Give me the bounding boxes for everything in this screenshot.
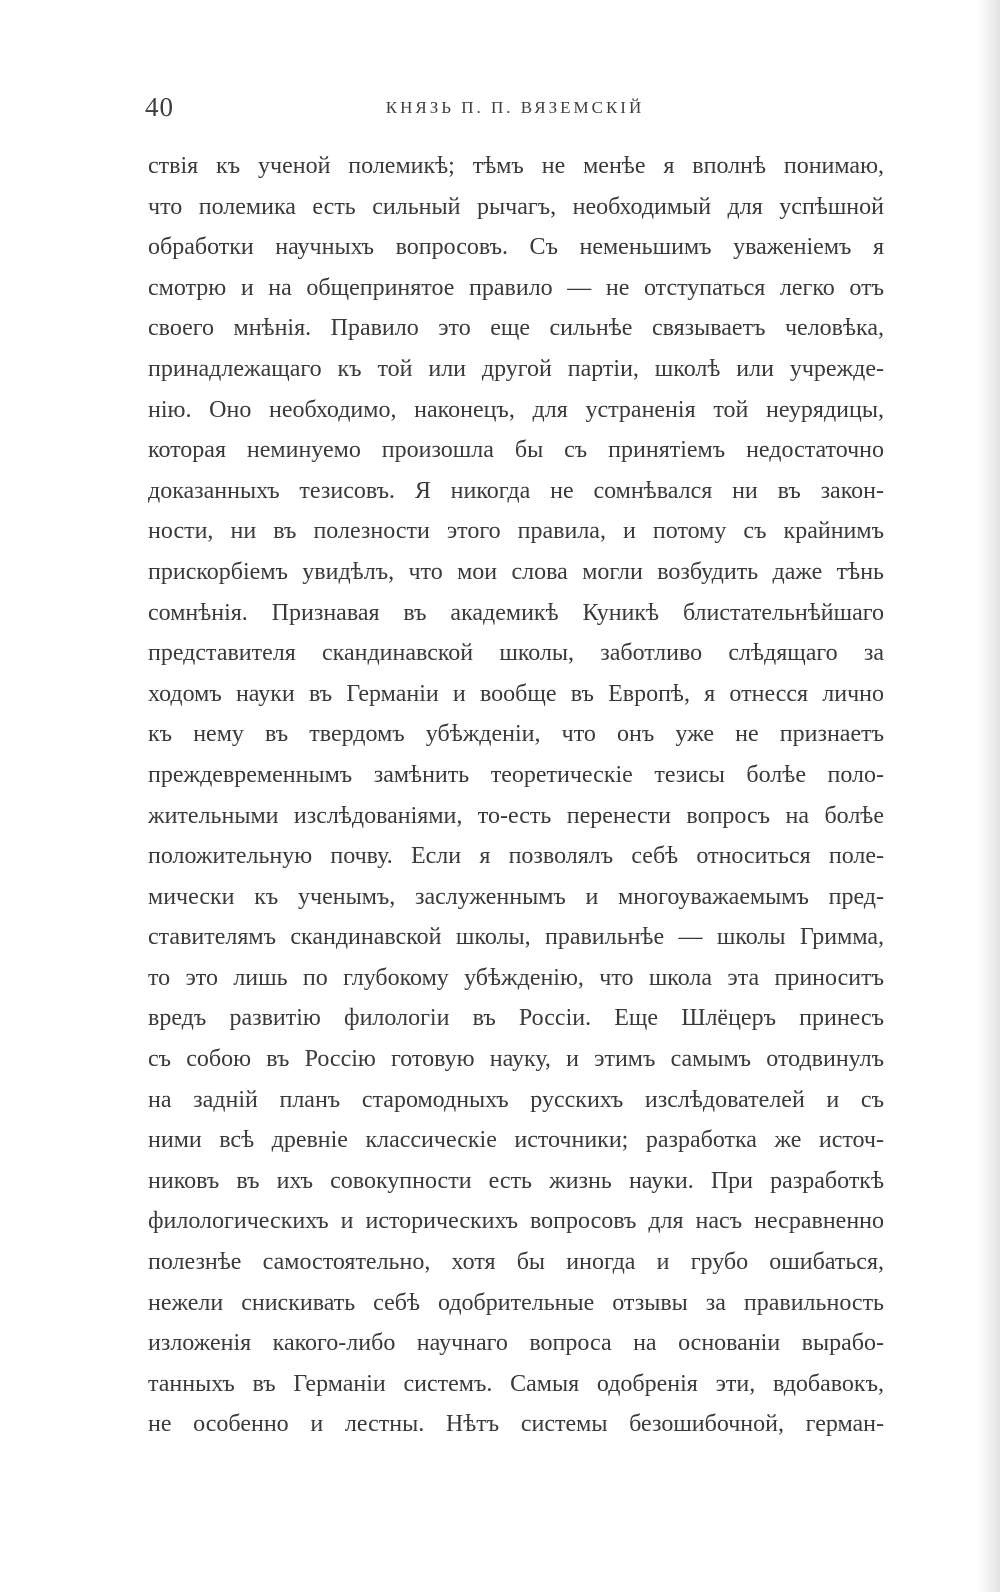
body-text [148,148,884,1447]
text-line: на задній планъ старомодныхъ русскихъ изслѣдователей и съ [148,1086,884,1113]
text-line: ходомъ науки въ Германіи и вообще въ Европѣ, я отнесся лично [148,680,884,707]
text-line: которая неминуемо произошла бы съ принятіемъ недостаточно [148,437,884,464]
text-line: преждевременнымъ замѣнить теоретическіе тезисы болѣе поло- [148,761,884,788]
text-line: что полемика есть сильный рычагъ, необходимый для успѣшной [148,193,884,220]
page-number: 40 [145,92,174,122]
text-line: ности, ни въ полезности этого правила, и потому съ крайнимъ [148,518,884,545]
text-line: смотрю и на общепринятое правило — не отступаться легко отъ [148,274,884,301]
text-line: мически къ ученымъ, заслуженнымъ и многоуважаемымъ пред- [148,883,884,910]
text-line: доказанныхъ тезисовъ. Я никогда не сомнѣвался ни въ закон- [148,477,884,504]
text-line: жительными изслѣдованіями, то-есть перенести вопросъ на болѣе [148,802,884,829]
text-line: полезнѣе самостоятельно, хотя бы иногда и грубо ошибаться, [148,1249,884,1276]
text-line: то это лишь по глубокому убѣжденію, что школа эта приноситъ [148,964,884,991]
text-line: принадлежащаго къ той или другой партіи, школѣ или учрежде- [148,355,884,382]
text-line: нію. Оно необходимо, наконецъ, для устраненія той неурядицы, [148,396,884,423]
text-line: филологическихъ и историческихъ вопросовъ для насъ несравненно [148,1208,884,1235]
text-line: ставителямъ скандинавской школы, правильнѣе — школы Гримма, [148,924,884,951]
text-line: не особенно и лестны. Нѣтъ системы безошибочной, герман- [148,1411,884,1438]
text-line: обработки научныхъ вопросовъ. Съ неменьшимъ уваженіемъ я [148,234,884,261]
text-line: представителя скандинавской школы, заботливо слѣдящаго за [148,640,884,667]
text-line: ствія къ ученой полемикѣ; тѣмъ не менѣе я вполнѣ понимаю, [148,153,884,179]
text-line: вредъ развитію филологіи въ Россіи. Еще Шлёцеръ принесъ [148,1005,884,1032]
text-line: къ нему въ твердомъ убѣжденіи, что онъ уже не признаетъ [148,721,884,748]
running-head: КНЯЗЬ П. П. ВЯЗЕМСКІЙ [385,98,645,117]
text-line: нежели снискивать себѣ одобрительные отзывы за правильность [148,1289,884,1316]
text-line: сомнѣнія. Признавая въ академикѣ Куникѣ блистательнѣйшаго [148,599,884,626]
text-line: съ собою въ Россію готовую науку, и этимъ самымъ отодвинулъ [148,1046,884,1073]
text-line: изложенія какого-либо научнаго вопроса на основаніи вырабо- [148,1330,884,1357]
page-header [145,92,885,132]
text-line: никовъ въ ихъ совокупности есть жизнь науки. При разработкѣ [148,1167,884,1194]
text-line: своего мнѣнія. Правило это еще сильнѣе связываетъ человѣка, [148,315,884,342]
text-line: прискорбіемъ увидѣлъ, что мои слова могли возбудить даже тѣнь [148,558,884,585]
page-edge-shadow [978,0,1000,1592]
text-line: положительную почву. Если я позволялъ себѣ относиться поле- [148,843,884,870]
text-line: танныхъ въ Германіи системъ. Самыя одобренія эти, вдобавокъ, [148,1370,884,1397]
text-line: ними всѣ древніе классическіе источники; разработка же источ- [148,1127,884,1154]
